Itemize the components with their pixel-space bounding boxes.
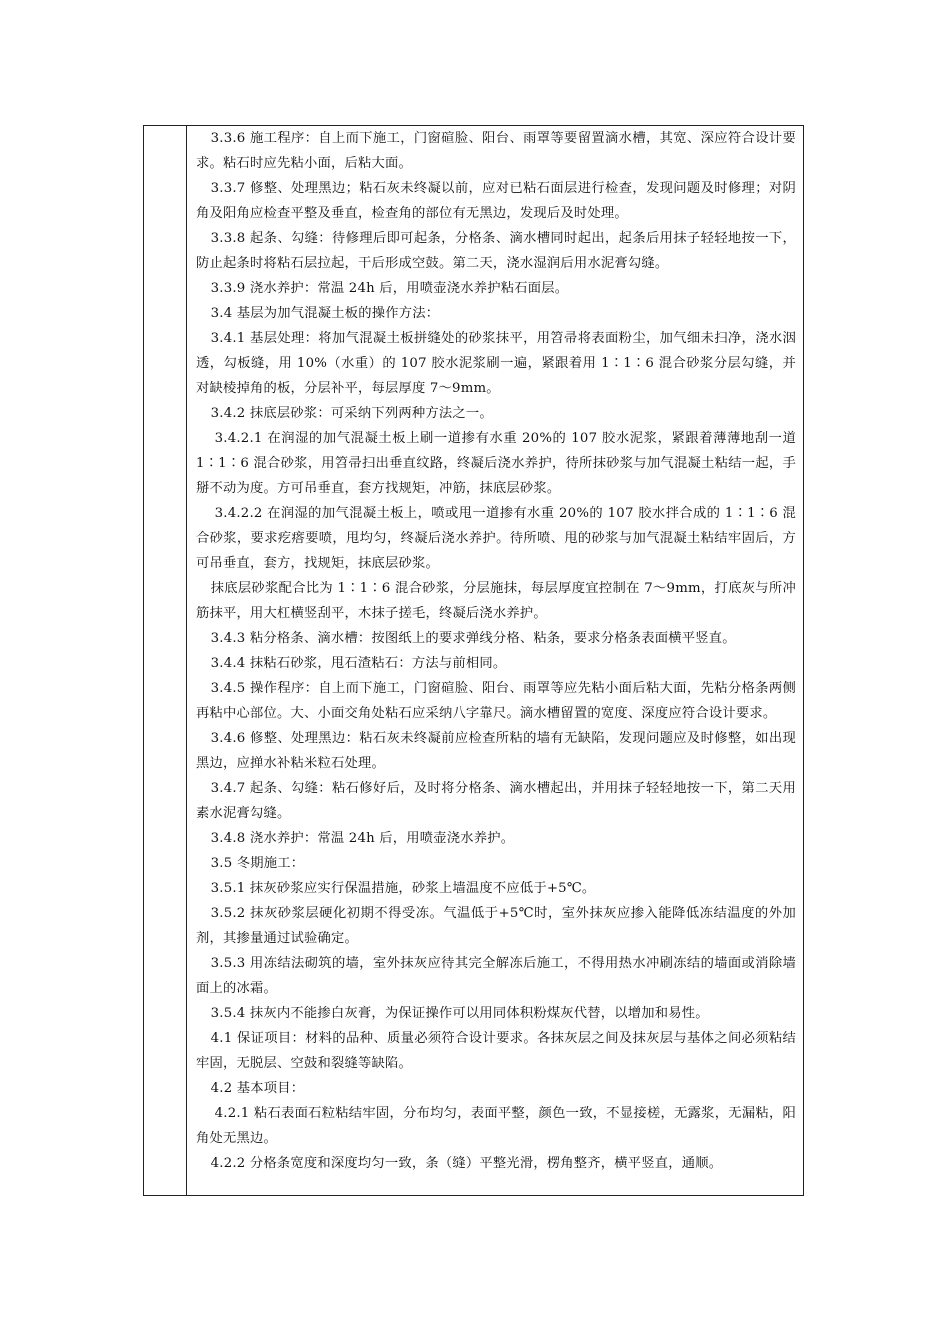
paragraph-3-5: 3.5 冬期施工： [210,856,305,871]
paragraph-3-5-3: 3.5.3 用冻结法砌筑的墙，室外抹灰应待其完全解冻后施工，不得用热水冲刷冻结的墙面或消除墙面上的冰霜。 [196,956,796,996]
paragraph-3-4-7: 3.4.7 起条、勾缝：粘石修好后，及时将分格条、滴水槽起出，并用抹子轻轻地按一下，第二天用素水泥膏勾缝。 [196,781,796,821]
paragraph-3-4-4: 3.4.4 抹粘石砂浆，甩石渣粘石：方法与前相同。 [210,656,507,671]
paragraph-3-4: 3.4 基层为加气混凝土板的操作方法： [210,306,440,321]
document-table [143,125,804,1196]
paragraph-3-4-6: 3.4.6 修整、处理黑边：粘石灰未终凝前应检查所粘的墙有无缺陷，发现问题应及时修整，如出现黑边，应掸水补粘米粒石处理。 [196,731,796,771]
paragraph-3-4-8: 3.4.8 浇水养护：常温 24h 后，用喷壶浇水养护。 [210,831,515,846]
paragraph-3-5-1: 3.5.1 抹灰砂浆应实行保温措施，砂浆上墙温度不应低于+5℃。 [210,881,596,896]
table-content-cell [196,126,796,1176]
paragraph-3-3-7: 3.3.7 修整、处理黑边；粘石灰未终凝以前，应对已粘石面层进行检查，发现问题及时修理；对阴角及阳角应检查平整及垂直，检查角的部位有无黑边，发现后及时处理。 [196,181,796,221]
paragraph-mix-ratio: 抹底层砂浆配合比为 1∶1∶6 混合砂浆，分层施抹，每层厚度宜控制在 7～9mm，打底灰与所冲筋抹平，用大杠横竖刮平，木抹子搓毛，终凝后浇水养护。 [196,581,796,621]
paragraph-3-3-8: 3.3.8 起条、勾缝：待修理后即可起条，分格条、滴水槽同时起出，起条后用抹子轻轻地按一下，防止起条时将粘石层拉起，干后形成空鼓。第二天，浇水湿润后用水泥膏勾缝。 [196,231,796,271]
table-left-column [144,126,187,1195]
paragraph-4-2-1: 4.2.1 粘石表面石粒粘结牢固，分布均匀，表面平整，颜色一致，不显接槎，无露浆，无漏粘，阳角处无黑边。 [196,1106,796,1146]
paragraph-3-3-6: 3.3.6 施工程序：自上而下施工，门窗碹脸、阳台、雨罩等要留置滴水槽，其宽、深应符合设计要求。粘石时应先粘小面，后粘大面。 [196,131,796,171]
paragraph-3-5-2: 3.5.2 抹灰砂浆层硬化初期不得受冻。气温低于+5℃时，室外抹灰应掺入能降低冻结温度的外加剂，其掺量通过试验确定。 [196,906,796,946]
paragraph-3-4-2-1: 3.4.2.1 在润湿的加气混凝土板上刷一道掺有水重 20%的 107 胶水泥浆，紧跟着薄薄地刮一道 1∶1∶6 混合砂浆，用笤帚扫出垂直纹路，终凝后浇水养护，待所抹砂浆与加气混凝土粘结一起，手掰不动为度。方可吊垂直，套方找规矩，冲筋，抹底层砂浆。 [196,431,796,496]
paragraph-3-5-4: 3.5.4 抹灰内不能掺白灰膏，为保证操作可以用同体积粉煤灰代替，以增加和易性。 [210,1006,709,1021]
paragraph-3-4-5: 3.4.5 操作程序：自上而下施工，门窗碹脸、阳台、雨罩等应先粘小面后粘大面，先粘分格条两侧再粘中心部位。大、小面交角处粘石应采纳八字靠尺。滴水槽留置的宽度、深度应符合设计要求。 [196,681,796,721]
paragraph-4-2: 4.2 基本项目： [210,1081,305,1096]
paragraph-4-1: 4.1 保证项目：材料的品种、质量必须符合设计要求。各抹灰层之间及抹灰层与基体之间必须粘结牢固，无脱层、空鼓和裂缝等缺陷。 [196,1031,796,1071]
paragraph-3-4-3: 3.4.3 粘分格条、滴水槽：按图纸上的要求弹线分格、粘条，要求分格条表面横平竖直。 [210,631,736,646]
paragraph-4-2-2: 4.2.2 分格条宽度和深度均匀一致，条（缝）平整光滑，楞角整齐，横平竖直，通顺。 [210,1156,723,1171]
paragraph-3-4-2: 3.4.2 抹底层砂浆：可采纳下列两种方法之一。 [210,406,493,421]
paragraph-3-3-9: 3.3.9 浇水养护：常温 24h 后，用喷壶浇水养护粘石面层。 [210,281,569,296]
paragraph-3-4-1: 3.4.1 基层处理：将加气混凝土板拼缝处的砂浆抹平，用笤帚将表面粉尘，加气细未扫净，浇水洇透，勾板缝，用 10%（水重）的 107 胶水泥浆刷一遍，紧跟着用 1∶1∶6 混合砂浆分层勾缝，并对缺棱掉角的板，分层补平，每层厚度 7～9mm。 [196,331,796,396]
paragraph-3-4-2-2: 3.4.2.2 在润湿的加气混凝土板上，喷或甩一道掺有水重 20%的 107 胶水拌合成的 1∶1∶6 混合砂浆，要求疙瘩要喷，甩均匀，终凝后浇水养护。待所喷、甩的砂浆与加气混凝土粘结牢固后，方可吊垂直，套方，找规矩，抹底层砂浆。 [196,506,796,571]
